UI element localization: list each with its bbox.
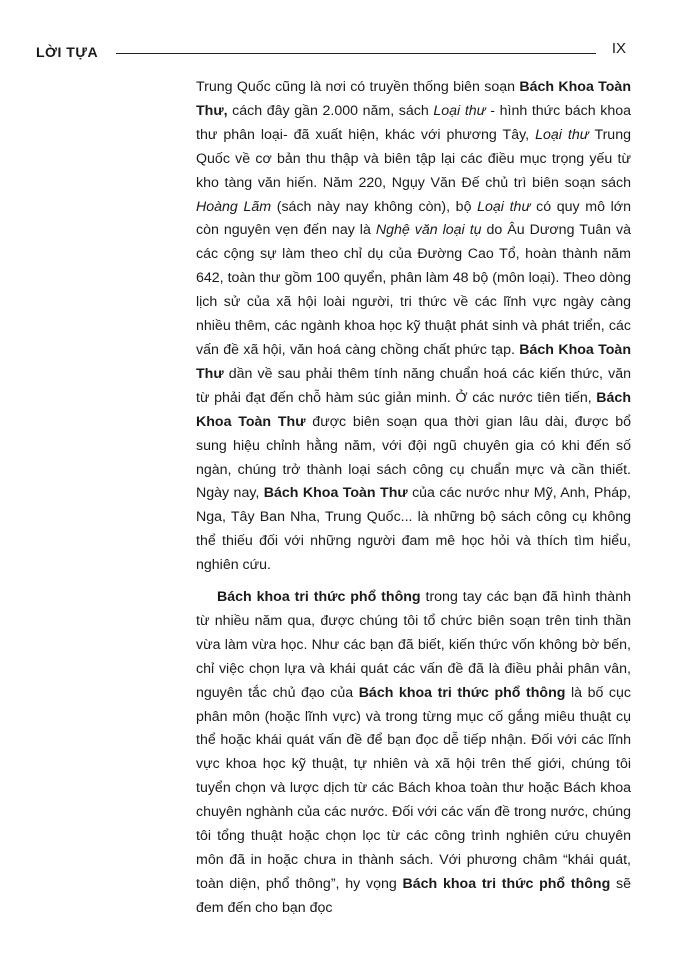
paragraph-2 (196, 586, 631, 921)
text-run: của các nước như Mỹ, Anh, Pháp, Nga, Tây Ban Nha, Trung Quốc... là những bộ sách công cụ không thể thiếu đối với những người đam mê học hỏi và thích tìm hiểu, nghiên cứu. (196, 485, 631, 574)
italic-term: Nghệ văn loại tụ (375, 222, 482, 239)
text-run: trong tay các bạn đã hình thành từ nhiều năm qua, được chúng tôi tổ chức biên soạn trên tinh thần vừa làm vừa học. Như các bạn đã biết, kiến thức vốn không bờ bến, chỉ việc chọn lựa và khái quát các vấn đề đã là điều phải phân vân, nguyên tắc chủ đạo của (196, 589, 631, 701)
text-run: dần về sau phải thêm tính năng chuẩn hoá các kiến thức, văn từ phải đạt đến chỗ hàm súc giản minh. Ở các nước tiên tiến, (196, 365, 631, 406)
bold-term: Bách Khoa Toàn Thư, (196, 79, 631, 119)
text-run: Trung Quốc cũng là nơi có truyền thống biên soạn (196, 79, 520, 95)
page-number: IX (611, 40, 626, 57)
text-run: do Âu Dương Tuân và các cộng sự làm theo chỉ dụ của Đường Cao Tổ, hoàn thành năm 642, toàn thư gồm 100 quyển, phân làm 48 bộ (môn loại). Theo dòng lịch sử của xã hội loài người, tri thức về các lĩnh vực ngày càng nhiều thêm, các ngành khoa học kỹ thuật phát sinh và phát triển, các vấn đề xã hội, văn hoá càng chồng chất phức tạp. (196, 222, 631, 358)
header-rule (116, 53, 596, 54)
italic-term: Loại thư (535, 126, 589, 143)
bold-term: Bách Khoa Toàn Thư (196, 341, 631, 382)
italic-term: Loại thư (477, 198, 531, 215)
text-run: - hình thức bách khoa thư phân loại- đã xuất hiện, khác với phương Tây, (196, 102, 632, 143)
bold-term: Bách Khoa Toàn Thư (263, 485, 408, 502)
text-run: sẽ đem đến cho bạn đọc (196, 875, 631, 916)
italic-term: Hoàng Lãm (196, 198, 272, 215)
italic-term: Loại thư (433, 102, 486, 119)
page-header (36, 40, 626, 62)
bold-term: Bách khoa tri thức phổ thông (358, 684, 566, 701)
bold-term: Bách khoa tri thức phổ thông (217, 589, 421, 606)
text-run: có quy mô lớn còn nguyên vẹn đến nay là (196, 198, 631, 239)
body-text (196, 76, 631, 921)
bold-term: Bách Khoa Toàn Thư (196, 389, 631, 430)
bold-term: Bách khoa tri thức phổ thông (402, 875, 611, 892)
text-run: cách đây gần 2.000 năm, sách (227, 102, 434, 119)
text-run: (sách này nay không còn), bộ (271, 198, 478, 215)
text-run: là bố cục phân môn (hoặc lĩnh vực) và trong từng mục cố gắng miêu thuật cụ thể hoặc khái quát vấn đề để bạn đọc dễ tiếp nhận. Đối với các lĩnh vực khoa học kỹ thuật, tự nhiên và xã hội trên thế giới, chúng tôi tuyển chọn và lược dịch từ các Bách khoa toàn thư hoặc Bách khoa chuyên nghành của các nước. Đối với các vấn đề trong nước, chúng tôi tổng thuật hoặc chọn lọc từ các công trình nghiên cứu chuyên môn đã in hoặc chưa in thành sách. Với phương châm “khái quát, toàn diện, phổ thông”, hy vọng (196, 684, 631, 892)
section-title: LỜI TỰA (36, 44, 99, 60)
text-run: Trung Quốc về cơ bản thu thập và biên tập lại các điều mục trọng yếu từ kho tàng văn hiến. Năm 220, Ngụy Văn Đế chủ trì biên soạn sách (196, 126, 631, 191)
text-run: được biên soạn qua thời gian lâu dài, được bổ sung hiệu chỉnh hằng năm, với đội ngũ chuyên gia có khi đến số ngàn, chúng trở thành loại sách công cụ chuẩn mực và cần thiết. Ngày nay, (196, 413, 632, 502)
paragraph-1 (196, 76, 631, 578)
